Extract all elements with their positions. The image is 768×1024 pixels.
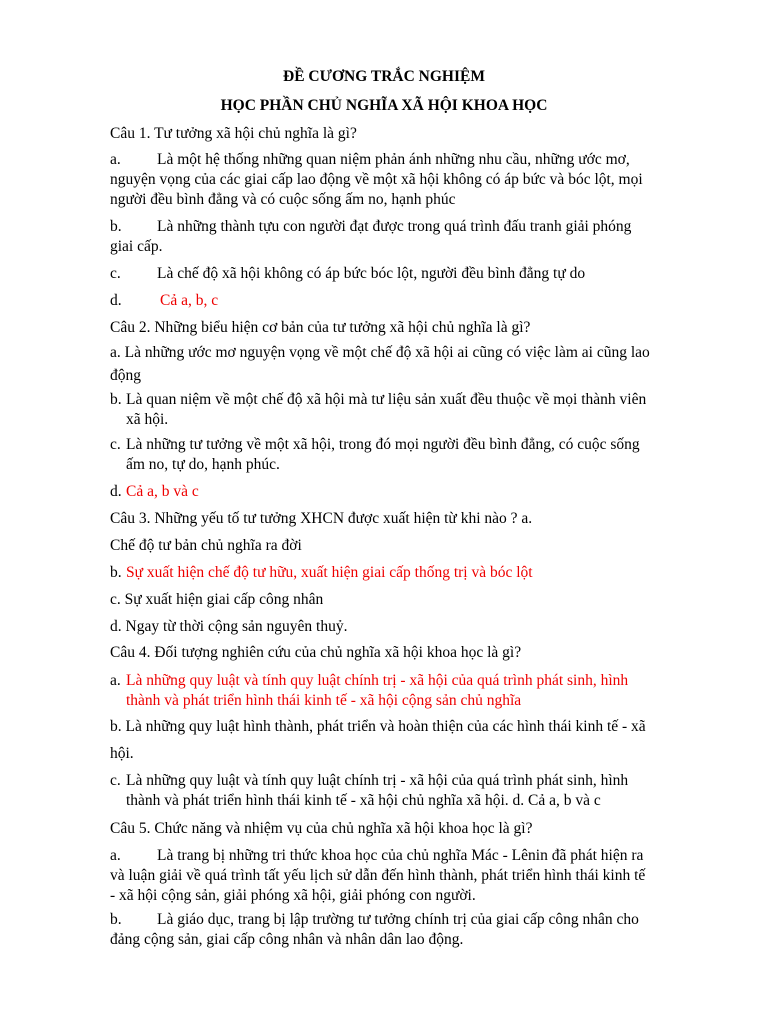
correct-answer: Sự xuất hiện chế độ tư hữu, xuất hiện giai cấp thống trị và bóc lột (126, 564, 533, 581)
q4-option-c (110, 771, 628, 791)
option-label: b. (110, 564, 122, 581)
document-subtitle: HỌC PHẦN CHỦ NGHĨA XÃ HỘI KHOA HỌC (220, 97, 548, 114)
option-label: b. (110, 911, 122, 928)
option-text: Là một hệ thống những quan niệm phản ánh những nhu cầu, những ước mơ, (157, 151, 630, 168)
option-label: c. (110, 436, 121, 453)
option-text: Là trang bị những tri thức khoa học của chủ nghĩa Mác - Lênin đã phát hiện ra (157, 847, 644, 864)
question-1: Câu 1. Tư tưởng xã hội chủ nghĩa là gì? (110, 125, 357, 142)
q2-option-c (110, 435, 640, 455)
q1-option-d (110, 291, 218, 311)
option-text: Là chế độ xã hội không có áp bức bóc lột, người đều bình đẳng tự do (157, 265, 586, 282)
option-text: Là những quy luật và tính quy luật chính trị - xã hội của quá trình phát sinh, hình (126, 772, 629, 789)
option-label: a. (110, 151, 121, 168)
q4-option-b-cont: hội. (110, 745, 134, 762)
q5-option-a-cont: - xã hội cộng sản, giải phóng xã hội, giải phóng con người. (110, 887, 476, 904)
q1-option-c (110, 264, 585, 284)
question-5: Câu 5. Chức năng và nhiệm vụ của chủ nghĩa xã hội khoa học là gì? (110, 820, 533, 837)
question-4: Câu 4. Đối tượng nghiên cứu của chủ nghĩa xã hội khoa học là gì? (110, 644, 522, 661)
q5-option-a-cont: và luận giải về quá trình tất yếu lịch sử dẫn đến hình thành, phát triển hình thái kinh tế (110, 867, 646, 884)
question-3: Câu 3. Những yếu tố tư tưởng XHCN được xuất hiện từ khi nào ? a. (110, 510, 533, 527)
option-label: a. (110, 847, 121, 864)
correct-answer: Là những quy luật và tính quy luật chính trị - xã hội của quá trình phát sinh, hình (126, 672, 629, 689)
q2-option-b (110, 390, 646, 410)
correct-answer: Cả a, b, c (160, 292, 219, 309)
q3-option-a: Chế độ tư bản chủ nghĩa ra đời (110, 537, 302, 554)
option-label: d. (110, 483, 122, 500)
option-label: c. (110, 265, 121, 282)
q2-option-a: a. Là những ước mơ nguyện vọng về một chế độ xã hội ai cũng có việc làm ai cũng lao (110, 344, 650, 361)
option-label: b. (110, 391, 122, 408)
q2-option-b-cont: xã hội. (126, 411, 169, 428)
q3-option-c: c. Sự xuất hiện giai cấp công nhân (110, 591, 324, 608)
q3-option-b (110, 563, 533, 583)
q1-option-a (110, 150, 630, 170)
option-label: a. (110, 672, 121, 689)
q1-option-b (110, 217, 631, 237)
q1-option-a-cont: người đều bình đẳng và có cuộc sống ấm no, hạnh phúc (110, 191, 456, 208)
q2-option-a-cont: động (110, 367, 141, 384)
q4-option-c-cont: thành và phát triển hình thái kinh tế - xã hội chủ nghĩa xã hội. d. Cả a, b và c (126, 792, 601, 809)
q4-option-a (110, 671, 628, 691)
q5-option-b-cont: đảng cộng sản, giai cấp công nhân và nhân dân lao động. (110, 931, 464, 948)
q1-option-b-cont: giai cấp. (110, 238, 163, 255)
option-text: Là những tư tưởng về một xã hội, trong đó mọi người đều bình đẳng, có cuộc sống (126, 436, 640, 453)
correct-answer: Cả a, b và c (126, 483, 199, 500)
document-title: ĐỀ CƯƠNG TRẮC NGHIỆM (283, 68, 485, 85)
q5-option-a (110, 846, 643, 866)
q4-option-a-cont: thành và phát triển hình thái kinh tế - xã hội cộng sản chủ nghĩa (126, 692, 522, 709)
option-label: c. (110, 772, 121, 789)
option-text: Là những thành tựu con người đạt được trong quá trình đấu tranh giải phóng (157, 218, 632, 235)
q4-option-b: b. Là những quy luật hình thành, phát triển và hoàn thiện của các hình thái kinh tế - xã (110, 718, 646, 735)
q2-option-c-cont: ấm no, tự do, hạnh phúc. (126, 456, 280, 473)
q1-option-a-cont: nguyện vọng của các giai cấp lao động về một xã hội không có áp bức và bóc lột, mọi (110, 171, 643, 188)
q5-option-b (110, 910, 639, 930)
question-2: Câu 2. Những biểu hiện cơ bản của tư tưởng xã hội chủ nghĩa là gì? (110, 319, 531, 336)
option-label: b. (110, 218, 122, 235)
q3-option-d: d. Ngay từ thời cộng sản nguyên thuỷ. (110, 618, 348, 635)
option-text: Là quan niệm về một chế độ xã hội mà tư liệu sản xuất đều thuộc về mọi thành viên (126, 391, 647, 408)
q2-option-d (110, 482, 199, 502)
option-text: Là giáo dục, trang bị lập trường tư tưởng chính trị của giai cấp công nhân cho (157, 911, 639, 928)
option-label: d. (110, 292, 122, 309)
